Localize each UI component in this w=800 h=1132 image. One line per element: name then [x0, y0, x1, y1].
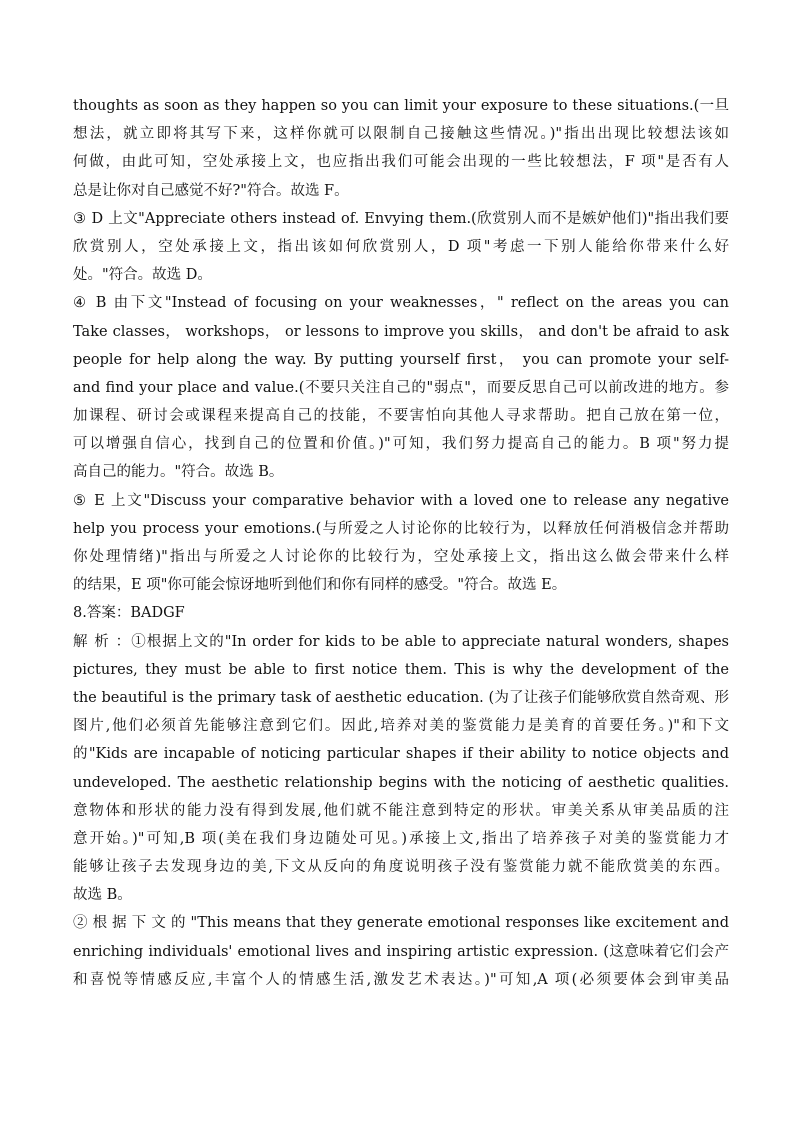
text-line: 加课程、研讨会或课程来提高自己的技能，不要害怕向其他人寻求帮助。把自己放在第一位，	[73, 408, 729, 425]
text-line: 处。"符合。故选 D。	[73, 267, 212, 284]
text-line: ③ D 上文"Appreciate others instead of. Envying them.(欣赏别人而不是嫉妒他们)"指出我们要	[73, 210, 729, 227]
text-line: 意开始。)"可知,B 项(美在我们身边随处可见。)承接上文,指出了培养孩子对美的鉴赏能力才	[73, 830, 729, 847]
text-line: 意物体和形状的能力没有得到发展,他们就不能注意到特定的形状。审美关系从审美品质的注	[73, 802, 729, 819]
text-line: 解 析 ：①根据上文的"In order for kids to be able to appreciate natural wonders, shapes	[73, 633, 729, 650]
text-line: 欣赏别人，空处承接上文，指出该如何欣赏别人，D 项"考虑一下别人能给你带来什么好	[73, 238, 729, 255]
text-line: thoughts as soon as they happen so you can limit your exposure to these situations.(一旦	[73, 98, 729, 114]
text-line: the beautiful is the primary task of aesthetic education. (为了让孩子们能够欣赏自然奇观、形	[73, 689, 729, 706]
text-line: 你处理情绪)"指出与所爱之人讨论你的比较行为，空处承接上文，指出这么做会带来什么样	[73, 549, 729, 565]
text-line: 和喜悦等情感反应,丰富个人的情感生活,激发艺术表达。)"可知,A 项(必须要体会到审美品	[73, 971, 729, 988]
text-line: Take classes， workshops， or lessons to improve you skills， and don't be afraid to ask	[73, 323, 729, 340]
text-line: 能够让孩子去发现身边的美,下文从反向的角度说明孩子没有鉴赏能力就不能欣赏美的东西。	[73, 859, 729, 876]
text-line: 可以增强自信心，找到自己的位置和价值。)"可知，我们努力提高自己的能力。B 项"努力提	[73, 436, 729, 453]
text-line: 8.答案：BADGF	[73, 605, 185, 622]
text-line: 何做，由此可知，空处承接上文，也应指出我们可能会出现的一些比较想法，F 项"是否有人	[73, 154, 729, 171]
text-line: undeveloped. The aesthetic relationship begins with the noticing of aesthetic qualities.	[73, 774, 729, 791]
text-line: enriching individuals' emotional lives and inspiring artistic expression. (这意味着它们会产	[73, 943, 729, 960]
text-line: 的"Kids are incapable of noticing particular shapes if their ability to notice objects and	[73, 746, 729, 763]
document-page	[73, 92, 729, 994]
text-line: 想法，就立即将其写下来，这样你就可以限制自己接触这些情况。)"指出出现比较想法该如	[73, 126, 729, 143]
text-line: ② 根 据 下 文 的 "This means that they generate emotional responses like excitement and	[73, 915, 729, 932]
text-line: pictures, they must be able to first notice them. This is why the development of the	[73, 661, 729, 678]
text-line: and find your place and value.(不要只关注自己的"弱点"，而要反思自己可以前改进的地方。参	[73, 379, 729, 396]
text-line: 的结果，E 项"你可能会惊讶地听到他们和你有同样的感受。"符合。故选 E。	[73, 577, 567, 594]
text-line: 图片,他们必须首先能够注意到它们。因此,培养对美的鉴赏能力是美育的首要任务。)"和下文	[73, 718, 729, 735]
text-line: help you process your emotions.(与所爱之人讨论你的比较行为，以释放任何消极信念并帮助	[73, 520, 729, 537]
text-line: people for help along the way. By putting yourself first， you can promote your self-	[73, 351, 729, 368]
text-line: ⑤ E 上文"Discuss your comparative behavior with a loved one to release any negative	[73, 492, 729, 509]
text-line: 高自己的能力。"符合。故选 B。	[73, 464, 284, 481]
text-line: ④ B 由下文"Instead of focusing on your weaknesses，" reflect on the areas you can	[73, 295, 729, 312]
text-line: 故选 B。	[73, 887, 132, 904]
text-line: 总是让你对自己感觉不好?"符合。故选 F。	[73, 182, 349, 199]
